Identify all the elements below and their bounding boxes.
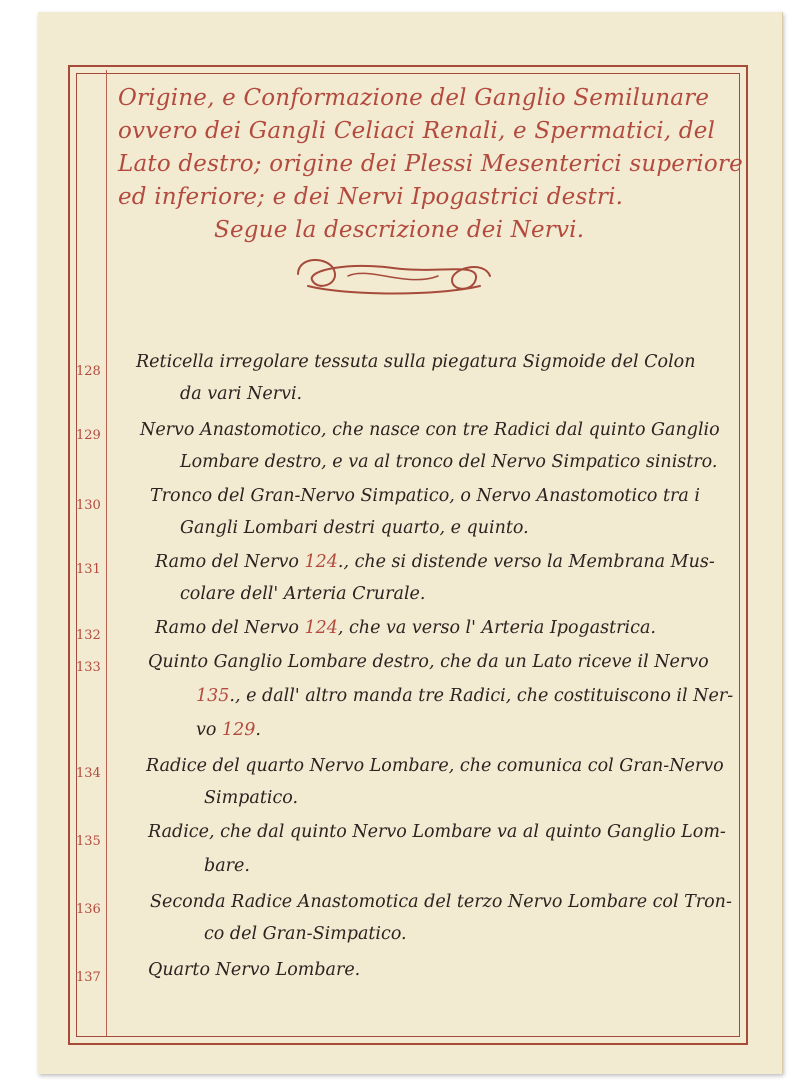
entry-text: Seconda Radice Anastomotica del terzo Nervo Lombare col Tron-: [150, 892, 732, 912]
entry-text: Reticella irregolare tessuta sulla piegatura Sigmoide del Colon: [136, 352, 696, 372]
flourish-ornament-icon: [288, 248, 498, 304]
cross-reference: 124: [304, 552, 338, 572]
page-heading: [118, 82, 743, 247]
entry-text: Lombare destro, e va al tronco del Nervo Simpatico sinistro.: [180, 452, 718, 472]
entry-text: Radice, che dal quinto Nervo Lombare va al quinto Ganglio Lom-: [148, 822, 726, 842]
entry-text: Gangli Lombari destri quarto, e quinto.: [180, 518, 529, 538]
heading-line: ed inferiore; e dei Nervi Ipogastrici destri.: [118, 184, 624, 210]
heading-line: ovvero dei Gangli Celiaci Renali, e Spermatici, del: [118, 118, 716, 144]
cross-reference: 135: [196, 686, 230, 706]
entry-number: 137: [76, 970, 101, 985]
entry-text: Ramo del Nervo 124, che va verso l' Arteria Ipogastrica.: [155, 618, 656, 638]
entry-number: 129: [76, 428, 101, 443]
entry-text: Quinto Ganglio Lombare destro, che da un Lato riceve il Nervo: [148, 652, 709, 672]
entry-text: da vari Nervi.: [180, 384, 303, 404]
entry-text: Quarto Nervo Lombare.: [148, 960, 361, 980]
entry-text: Simpatico.: [204, 788, 299, 808]
entry-text: 135., e dall' altro manda tre Radici, che costituiscono il Ner-: [196, 686, 734, 706]
entry-number: 134: [76, 766, 101, 781]
entry-text: Ramo del Nervo 124., che si distende verso la Membrana Mus-: [155, 552, 715, 572]
heading-subtitle: Segue la descrizione dei Nervi.: [214, 217, 585, 243]
cross-reference: 124: [304, 618, 338, 638]
entry-number: 132: [76, 628, 101, 643]
entry-text: Nervo Anastomotico, che nasce con tre Radici dal quinto Ganglio: [140, 420, 720, 440]
entry-number: 135: [76, 834, 101, 849]
entry-number: 133: [76, 660, 101, 675]
entry-number: 130: [76, 498, 101, 513]
entry-text: colare dell' Arteria Crurale.: [180, 584, 426, 604]
entry-text: co del Gran-Simpatico.: [204, 924, 407, 944]
entry-number: 131: [76, 562, 101, 577]
entry-number: 136: [76, 902, 101, 917]
entry-text: Tronco del Gran-Nervo Simpatico, o Nervo Anastomotico tra i: [150, 486, 701, 506]
entry-number: 128: [76, 364, 101, 379]
entry-text: Radice del quarto Nervo Lombare, che comunica col Gran-Nervo: [146, 756, 724, 776]
entry-text: vo 129.: [196, 720, 261, 740]
cross-reference: 129: [222, 720, 256, 740]
margin-rule: [106, 70, 108, 1036]
entry-text: bare.: [204, 856, 250, 876]
heading-line: Lato destro; origine dei Plessi Mesenterici superiore: [118, 151, 743, 177]
heading-line: Origine, e Conformazione del Ganglio Semilunare: [118, 85, 710, 111]
